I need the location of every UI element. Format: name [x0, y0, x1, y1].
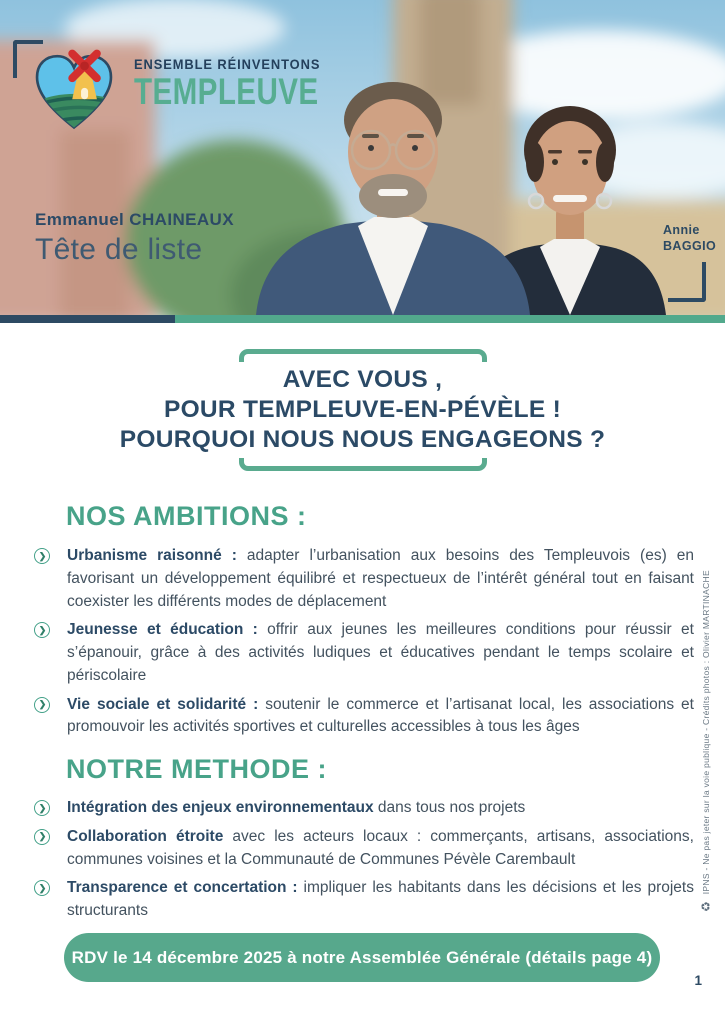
- list-item-text: [67, 826, 694, 872]
- campaign-logo: [30, 48, 365, 133]
- list-item-text: [67, 619, 694, 687]
- headline-line3: POURQUOI NOUS NOUS ENGAGEONS ?: [119, 426, 606, 453]
- chevron-bullet-icon: [34, 622, 50, 638]
- chevron-glyph: ❯: [38, 550, 47, 561]
- list-item-body: soutenir le commerce et l’artisanat local, les associations et promouvoir les activités sportives et culturelles accessibles à tous les âges: [67, 695, 694, 736]
- headline-line2: POUR TEMPLEUVE-EN-PÉVÈLE !: [163, 396, 562, 423]
- list-item: [34, 619, 694, 687]
- recycle-icon: ♻: [699, 901, 713, 912]
- page-number: 1: [694, 973, 702, 988]
- list-item-lead: Jeunesse et éducation :: [67, 621, 258, 639]
- list-item: [34, 826, 694, 872]
- right-candidate-last-name: BAGGIO: [663, 239, 717, 254]
- right-candidate-first-name: Annie: [663, 223, 700, 237]
- left-candidate-name: Emmanuel CHAINEAUX: [35, 210, 234, 229]
- chevron-glyph: ❯: [38, 699, 47, 710]
- chevron-glyph: ❯: [38, 831, 47, 842]
- divider-teal-segment: [175, 315, 725, 323]
- headline-bracket-top: [239, 349, 487, 362]
- list-item-text: [67, 797, 694, 820]
- headline-bracket-bottom: [239, 458, 487, 471]
- heart-windmill-logo-icon: [30, 48, 118, 133]
- left-candidate-block: [35, 210, 234, 267]
- chevron-bullet-icon: [34, 697, 50, 713]
- list-item: [34, 545, 694, 613]
- list-item-text: [67, 694, 694, 740]
- list-item: [34, 797, 694, 820]
- credits-text: IPNS - Ne pas jeter sur la voie publique - Crédits photos : Olivier MARTINACHE: [701, 570, 711, 895]
- chevron-glyph: ❯: [38, 624, 47, 635]
- list-item-lead: Urbanisme raisonné :: [67, 547, 237, 564]
- list-item-lead: Transparence et concertation :: [67, 879, 298, 897]
- list-item: [34, 877, 694, 923]
- methode-list: [34, 797, 694, 929]
- corner-bracket-bottom-right-icon: [668, 262, 706, 302]
- ambitions-list: [34, 545, 694, 745]
- chevron-glyph: ❯: [38, 882, 47, 893]
- headline-line1: AVEC VOUS ,: [282, 366, 443, 393]
- methode-title: NOTRE METHODE :: [66, 754, 327, 784]
- list-item-body: dans tous nos projets: [373, 799, 526, 816]
- ambitions-title: NOS AMBITIONS :: [66, 501, 307, 531]
- list-item-lead: Intégration des enjeux environnementaux: [67, 799, 374, 816]
- logo-text-line1: ENSEMBLE RÉINVENTONS: [134, 56, 321, 72]
- campaign-photo: [0, 0, 725, 315]
- print-credits: [699, 570, 713, 912]
- chevron-bullet-icon: [34, 829, 50, 845]
- list-item-body: avec les acteurs locaux : commerçants, artisans, associations, communes voisines et la Communauté de Communes Pévèle Carembault: [67, 827, 694, 868]
- chevron-glyph: ❯: [38, 802, 47, 813]
- header-divider-bar: [0, 315, 725, 323]
- rdv-banner: RDV le 14 décembre 2025 à notre Assemblée Générale (détails page 4): [64, 933, 660, 982]
- list-item: [34, 694, 694, 740]
- list-item-body: offrir aux jeunes les meilleures conditions pour réussir et s’épanouir, grâce à des activités ludiques et éducatives pendant le temps scolaire et périscolaire: [67, 621, 694, 684]
- logo-text-line2: TEMPLEUVE: [134, 71, 319, 112]
- logo-text: [134, 48, 365, 113]
- chevron-bullet-icon: [34, 800, 50, 816]
- left-candidate-role: Tête de liste: [35, 233, 203, 266]
- list-item-lead: Collaboration étroite: [67, 827, 224, 845]
- divider-navy-segment: [0, 315, 175, 323]
- headline: [0, 365, 725, 455]
- list-item-body: adapter l’urbanisation aux besoins des Templeuvois (es) en favorisant un développement équilibré et respectueux de l’intérêt général tout en faisant coexister les différents modes de déplacement: [67, 547, 694, 610]
- list-item-body: impliquer les habitants dans les décisions et les projets structurants: [67, 879, 694, 920]
- list-item-text: [67, 545, 694, 613]
- chevron-bullet-icon: [34, 880, 50, 896]
- right-candidate-name: [663, 222, 716, 255]
- chevron-bullet-icon: [34, 548, 50, 564]
- list-item-lead: Vie sociale et solidarité :: [67, 695, 259, 713]
- list-item-text: [67, 877, 694, 923]
